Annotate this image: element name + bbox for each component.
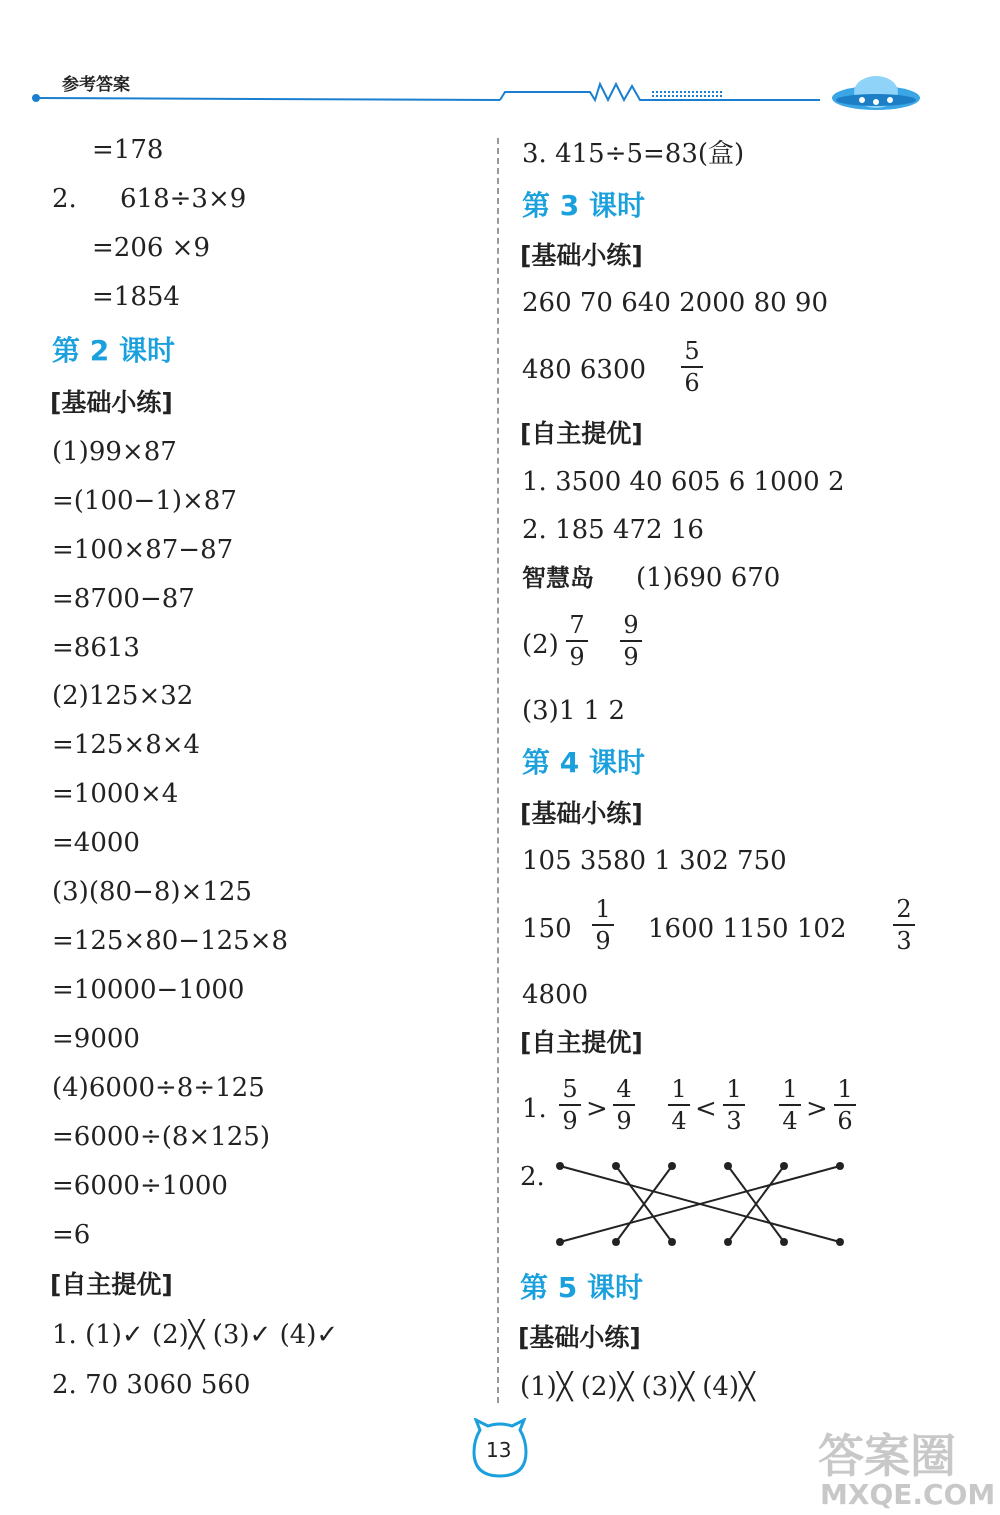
step-line: =206 ×9	[92, 233, 211, 263]
section-title: 第 5 课时	[520, 1271, 643, 1304]
subsection-title: [自主提优]	[50, 1270, 173, 1299]
fraction: 5 6	[681, 338, 703, 396]
comparison-operator: >	[586, 1094, 608, 1124]
question-number: 2.	[520, 1162, 545, 1192]
watermark: 答案圈	[818, 1429, 956, 1483]
section-title: 第 2 课时	[52, 334, 175, 367]
subsection-title: [自主提优]	[520, 1028, 643, 1057]
answer-line: 4800	[522, 980, 589, 1010]
matching-diagram	[550, 1156, 850, 1252]
section-title: 第 3 课时	[522, 189, 645, 222]
answer-line: (2)	[522, 630, 559, 660]
step-line: =9000	[52, 1024, 140, 1054]
step-line: =10000−1000	[52, 975, 245, 1005]
ufo-icon	[826, 62, 926, 122]
fraction: 2 3	[893, 896, 915, 954]
section-title: 第 4 课时	[522, 746, 645, 779]
step-line: =4000	[52, 828, 140, 858]
step-line: =1854	[92, 282, 180, 312]
subsection-title: [基础小练]	[50, 388, 173, 417]
answer-line: 1. (1)✓ (2)╳ (3)✓ (4)✓	[52, 1320, 339, 1350]
fraction: 9 9	[620, 612, 642, 670]
fraction: 1 6	[834, 1076, 856, 1134]
answer-line: 3. 415÷5=83(盒)	[522, 139, 745, 169]
header-title: 参考答案	[62, 75, 130, 95]
subsection-title: [基础小练]	[520, 241, 643, 270]
question-number: 1.	[522, 1094, 547, 1124]
fraction: 1 4	[668, 1076, 690, 1134]
answer-line: 2. 70 3060 560	[52, 1370, 251, 1400]
answer-line: 480 6300	[522, 355, 647, 385]
step-line: 618÷3×9	[120, 184, 247, 214]
step-line: =100×87−87	[52, 535, 234, 565]
fraction: 1 4	[779, 1076, 801, 1134]
fraction: 4 9	[613, 1076, 635, 1134]
question-number: 2.	[52, 184, 77, 214]
fraction: 5 9	[559, 1076, 581, 1134]
step-line: =6000÷(8×125)	[52, 1122, 270, 1152]
step-line: (1)99×87	[52, 437, 177, 467]
watermark: MXQE.COM	[820, 1478, 996, 1511]
answer-line: (1)╳ (2)╳ (3)╳ (4)╳	[520, 1372, 755, 1402]
answer-line: 2. 185 472 16	[522, 515, 704, 545]
column-divider	[497, 138, 499, 1403]
fraction: 1 3	[723, 1076, 745, 1134]
step-line: (2)125×32	[52, 681, 194, 711]
subsection-title: [自主提优]	[520, 419, 643, 448]
subsection-title: [基础小练]	[518, 1323, 641, 1352]
step-line: =125×8×4	[52, 730, 201, 760]
step-line: =6	[52, 1220, 91, 1250]
step-line: =(100−1)×87	[52, 486, 237, 516]
header-rule	[30, 60, 930, 130]
answer-line: 1. 3500 40 605 6 1000 2	[522, 467, 845, 497]
answer-line: (3)1 1 2	[522, 696, 625, 726]
fraction: 7 9	[566, 612, 588, 670]
step-line: =8700−87	[52, 584, 195, 614]
step-line: (4)6000÷8÷125	[52, 1073, 265, 1103]
comparison-operator: <	[695, 1094, 717, 1124]
answer-line: 150	[522, 914, 572, 944]
step-line: =1000×4	[52, 779, 179, 809]
page-number: 13	[486, 1438, 512, 1462]
comparison-operator: >	[806, 1094, 828, 1124]
step-line: =8613	[52, 633, 140, 663]
fraction: 1 9	[592, 896, 614, 954]
step-line: =6000÷1000	[52, 1171, 228, 1201]
step-line: =178	[92, 135, 164, 165]
answer-line: 260 70 640 2000 80 90	[522, 288, 828, 318]
step-line: =125×80−125×8	[52, 926, 289, 956]
smart-island-label: 智慧岛	[522, 564, 594, 592]
answer-line: 1600 1150 102	[648, 914, 847, 944]
answer-line: 105 3580 1 302 750	[522, 846, 787, 876]
subsection-title: [基础小练]	[520, 799, 643, 828]
answer-line: (1)690 670	[636, 563, 781, 593]
step-line: (3)(80−8)×125	[52, 877, 252, 907]
